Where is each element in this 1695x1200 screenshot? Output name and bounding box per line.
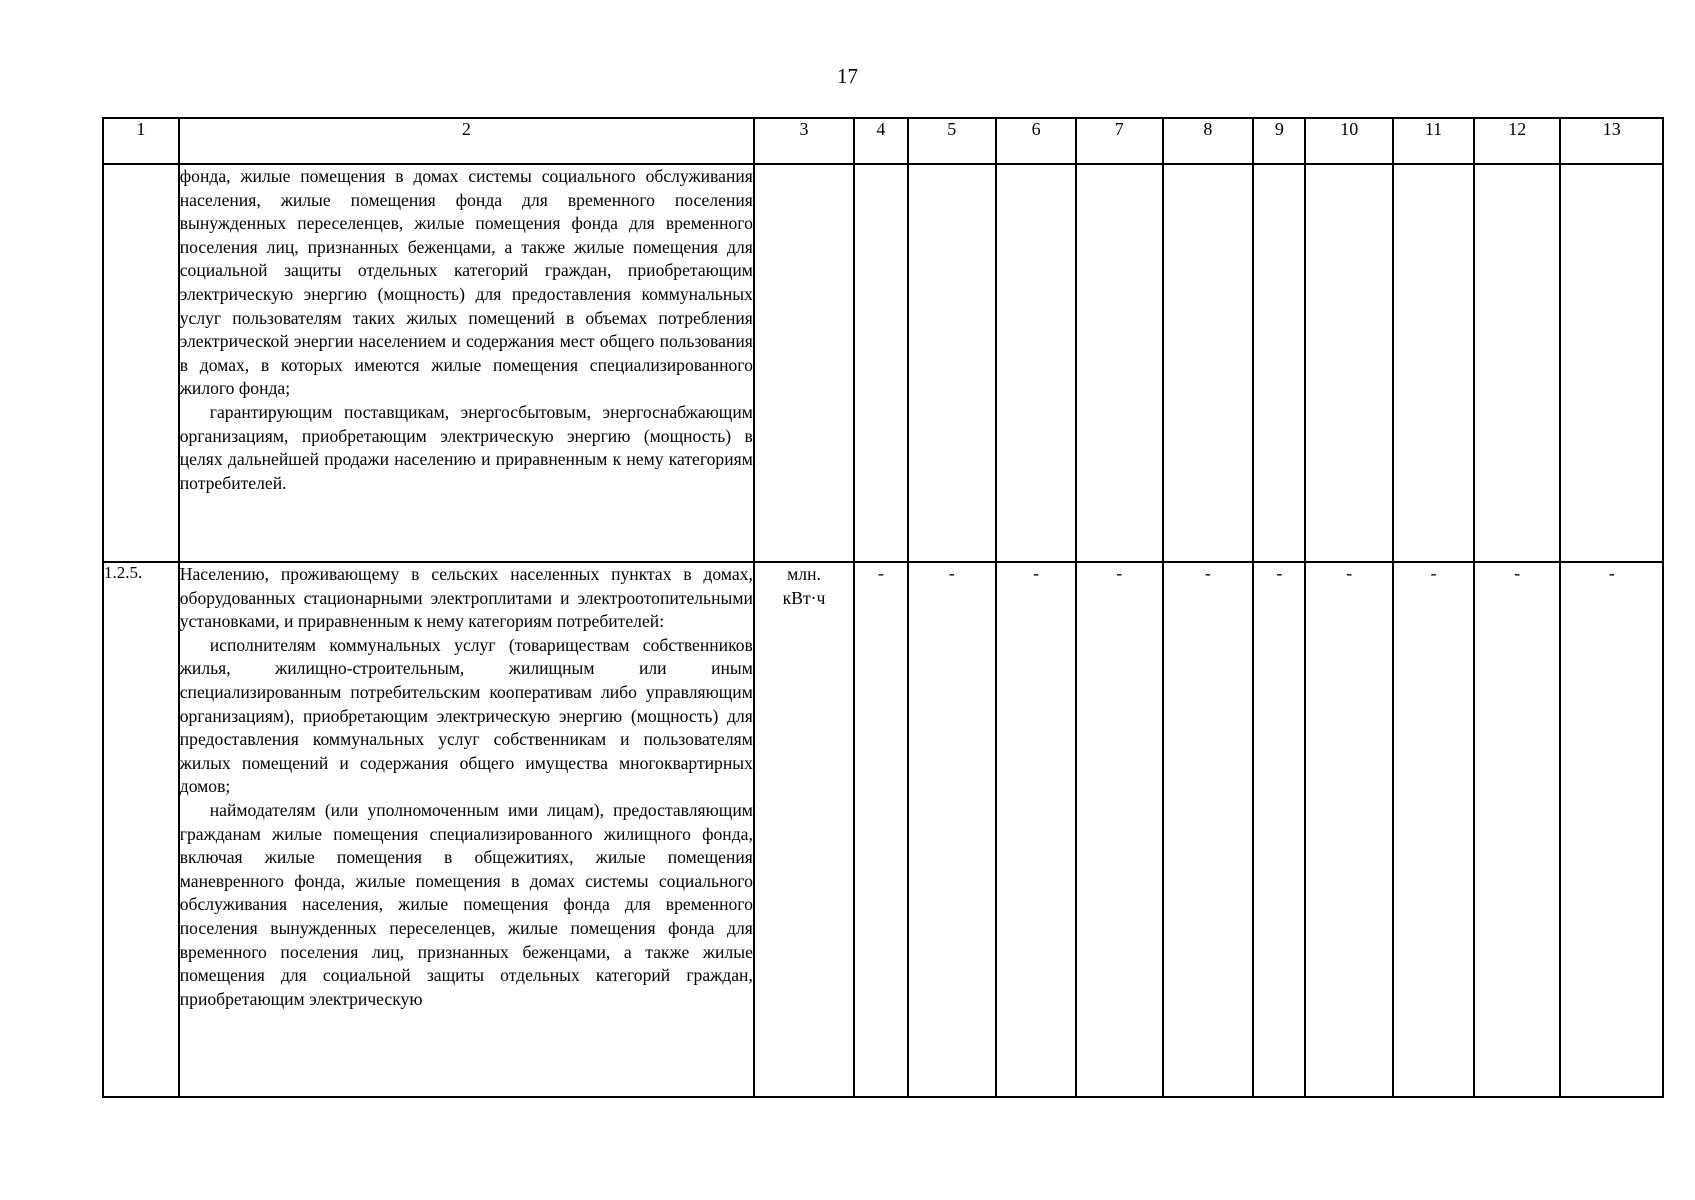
row-number-cell: 1.2.5. <box>103 562 179 1097</box>
value-cell <box>908 164 997 562</box>
unit-cell <box>754 562 854 1097</box>
column-header: 6 <box>996 118 1076 164</box>
column-header: 9 <box>1253 118 1305 164</box>
value-cell <box>1474 164 1560 562</box>
value-cell: - <box>854 562 907 1097</box>
value-cell: - <box>1305 562 1392 1097</box>
column-header: 13 <box>1560 118 1663 164</box>
column-header: 11 <box>1393 118 1474 164</box>
value-cell <box>1163 164 1254 562</box>
column-header: 5 <box>908 118 997 164</box>
value-cell: - <box>1076 562 1162 1097</box>
row-description-cell <box>179 164 754 562</box>
column-header: 4 <box>854 118 907 164</box>
value-cell: - <box>1163 562 1254 1097</box>
value-cell: - <box>1253 562 1305 1097</box>
header-row <box>103 118 1663 164</box>
tariff-table <box>102 117 1664 1098</box>
column-header: 8 <box>1163 118 1254 164</box>
value-cell: - <box>1560 562 1663 1097</box>
value-cell <box>854 164 907 562</box>
description-paragraph: фонда, жилые помещения в домах системы социального обслуживания населения, жилые помещения фонда для временного поселения вынужденных переселенцев, жилые помещения фонда для временного поселения лиц, признанных беженцами, а также жилые помещения для социальной защиты отдельных категорий граждан, приобретающим электрическую энергию (мощность) для предоставления коммунальных услуг пользователям таких жилых помещений в объемах потребления электрической энергии населением и содержания мест общего пользования в домах, в которых имеются жилые помещения специализированного жилого фонда; <box>179 166 753 399</box>
description-paragraph: исполнителям коммунальных услуг (товариществам собственников жилья, жилищно-строительным, жилищным или иным специализированным потребительским кооперативам либо управляющим организациям), приобретающим электрическую энергию (мощность) для предоставления коммунальных услуг собственникам и пользователям жилых помещений и содержания общего имущества многоквартирных домов; <box>179 634 753 797</box>
value-cell <box>1393 164 1474 562</box>
value-cell: - <box>996 562 1076 1097</box>
column-header: 1 <box>103 118 179 164</box>
column-header: 3 <box>754 118 854 164</box>
value-cell: - <box>908 562 997 1097</box>
description-paragraph: наймодателям (или уполномоченным ими лицам), предоставляющим гражданам жилые помещения специализированного жилищного фонда, включая жилые помещения в общежитиях, жилые помещения маневренного фонда, жилые помещения в домах системы социального обслуживания населения, жилые помещения фонда для временного поселения вынужденных переселенцев, жилые помещения фонда для временного поселения лиц, признанных беженцами, а также жилые помещения для социальной защиты отдельных категорий граждан, приобретающим электрическую <box>179 799 753 1009</box>
value-cell <box>1560 164 1663 562</box>
value-cell: - <box>1474 562 1560 1097</box>
description-paragraph: гарантирующим поставщикам, энергосбытовым, энергоснабжающим организациям, приобретающим электрическую энергию (мощность) в целях дальнейшей продажи населению и приравненным к нему категориям потребителей. <box>179 401 753 493</box>
description-paragraph: Населению, проживающему в сельских населенных пунктах в домах, оборудованных стационарными электроплитами и электроотопительными установками, и приравненным к нему категориям потребителей: <box>179 564 753 632</box>
unit-line: кВт·ч <box>782 587 826 608</box>
column-header: 10 <box>1305 118 1392 164</box>
row-number-cell <box>103 164 179 562</box>
value-cell: - <box>1393 562 1474 1097</box>
value-cell <box>1253 164 1305 562</box>
unit-line: млн. <box>787 564 821 584</box>
column-header: 7 <box>1076 118 1162 164</box>
table-row-continuation <box>103 164 1663 562</box>
value-cell <box>996 164 1076 562</box>
value-cell <box>1305 164 1392 562</box>
unit-cell <box>754 164 854 562</box>
value-cell <box>1076 164 1162 562</box>
table-row-1-2-5 <box>103 562 1663 1097</box>
column-header: 2 <box>179 118 754 164</box>
column-header: 12 <box>1474 118 1560 164</box>
page-number: 17 <box>837 64 858 88</box>
row-description-cell <box>179 562 754 1097</box>
